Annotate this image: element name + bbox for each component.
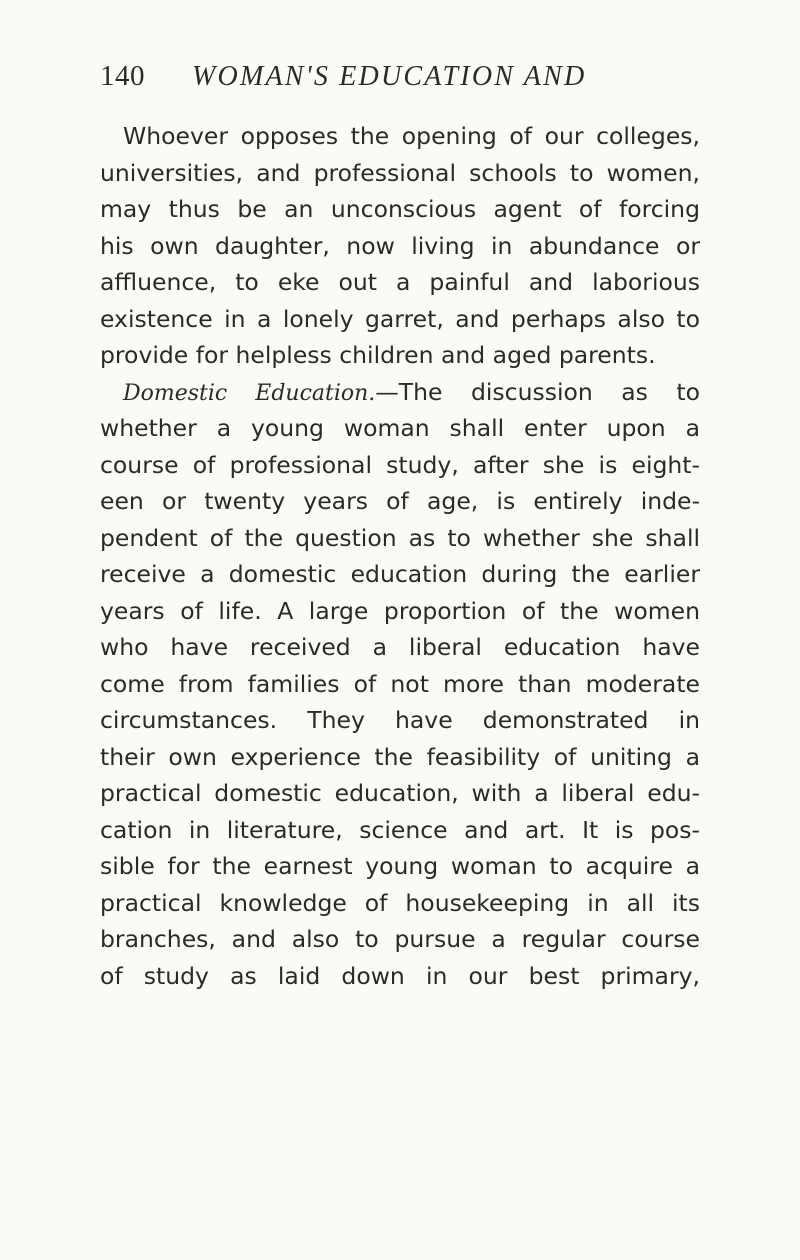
text-line: branches, and also to pursue a regular course (100, 925, 700, 953)
text-line: whether a young woman shall enter upon a (100, 414, 700, 442)
text-line: years of life. A large proportion of the women (100, 596, 700, 625)
text-line: pendent of the question as to whether she shall (100, 523, 700, 552)
text-line: universities, and professional schools to women, (100, 158, 700, 187)
text-line: Whoever opposes the opening of our colleges, (123, 122, 700, 150)
text-line: his own daughter, now living in abundance or (100, 231, 700, 260)
text-line: affluence, to eke out a painful and laborious (100, 268, 700, 296)
text-line: receive a domestic education during the earlier (100, 560, 700, 588)
text-line: may thus be an unconscious agent of forcing (100, 195, 700, 223)
section-first-line (100, 374, 700, 411)
text-line: provide for helpless children and aged parents. (100, 341, 656, 369)
section-heading: Domestic Education. (123, 380, 376, 406)
text-line: cation in literature, science and art. It is pos- (100, 815, 700, 844)
text-line: een or twenty years of age, is entirely inde- (100, 487, 700, 515)
text-line: course of professional study, after she is eight- (100, 450, 700, 479)
text-line: their own experience the feasibility of uniting a (100, 742, 700, 771)
text-line: circumstances. They have demonstrated in (100, 706, 700, 734)
text-line: practical domestic education, with a liberal edu- (100, 779, 700, 807)
text-line: practical knowledge of housekeeping in all its (100, 888, 700, 917)
body-text (100, 118, 700, 994)
text-line: of study as laid down in our best primary, (100, 961, 700, 990)
running-title: WOMAN'S EDUCATION AND (192, 61, 587, 92)
text-line: come from families of not more than moderate (100, 669, 700, 698)
text-line: existence in a lonely garret, and perhaps also to (100, 304, 700, 333)
text-line: sible for the earnest young woman to acquire a (100, 852, 700, 880)
section-lead: —The discussion as to (375, 377, 700, 406)
running-head (100, 60, 740, 100)
page-number: 140 (100, 60, 145, 92)
text-line: who have received a liberal education have (100, 633, 700, 661)
